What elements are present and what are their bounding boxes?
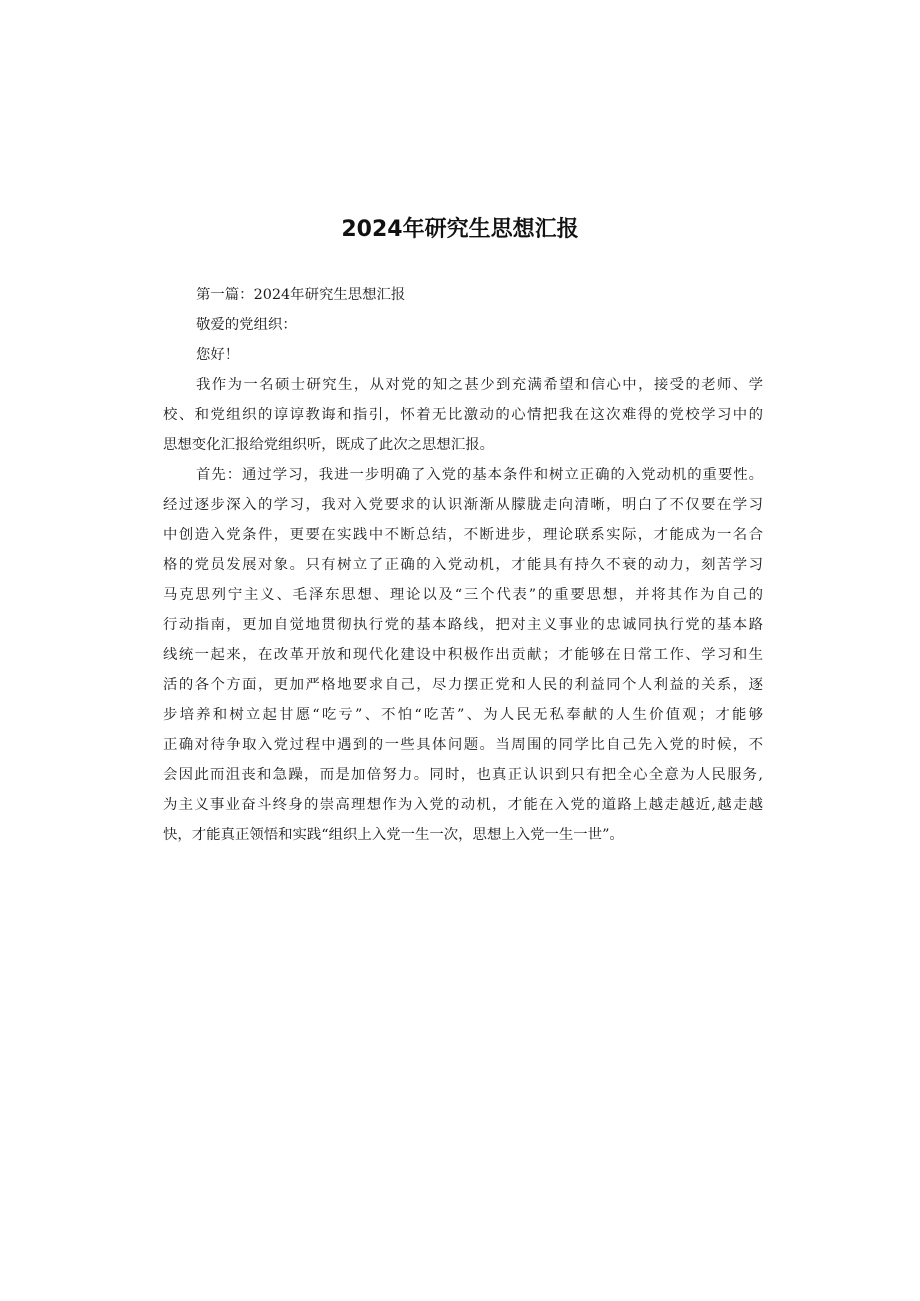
paragraph-line: 首先：通过学习，我进一步明确了入党的基本条件和树立正确的入党动机的重要性。 (196, 467, 763, 483)
paragraph-line: 步培养和树立起甘愿“吃亏”、不怕“吃苦”、为人民无私奉献的人生价值观；才能够 (163, 707, 763, 723)
paragraph-line: 中创造入党条件，更要在实践中不断总结，不断进步，理论联系实际，才能成为一名合 (163, 527, 763, 543)
paragraph-line: 线统一起来，在改革开放和现代化建设中积极作出贡献；才能够在日常工作、学习和生 (163, 647, 763, 663)
paragraph-line: 我作为一名硕士研究生，从对党的知之甚少到充满希望和信心中，接受的老师、学 (196, 377, 763, 393)
paragraph-line: 快，才能真正领悟和实践“组织上入党一生一次，思想上入党一生一世”。 (163, 827, 624, 843)
paragraph-line: 格的党员发展对象。只有树立了正确的入党动机，才能具有持久不衰的动力，刻苦学习 (163, 557, 763, 573)
paragraph-line: 校、和党组织的谆谆教诲和指引，怀着无比激动的心情把我在这次难得的党校学习中的 (163, 407, 763, 423)
paragraph-line: 活的各个方面，更加严格地要求自己，尽力摆正党和人民的利益同个人利益的关系，逐 (163, 677, 763, 693)
heading-line: 第一篇：2024年研究生思想汇报 (196, 287, 406, 303)
paragraph-1 (163, 370, 763, 460)
paragraph-line: 经过逐步深入的学习，我对入党要求的认识渐渐从朦胧走向清晰，明白了不仅要在学习 (163, 497, 763, 513)
greeting: 您好！ (196, 347, 240, 363)
paragraph-line: 思想变化汇报给党组织听，既成了此次之思想汇报。 (163, 437, 494, 453)
document-title: 2024年研究生思想汇报 (341, 217, 579, 242)
paragraph-line: 马克思列宁主义、毛泽东思想、理论以及“三个代表”的重要思想，并将其作为自己的 (163, 587, 763, 603)
paragraph-2 (163, 460, 763, 850)
paragraph-line: 为主义事业奋斗终身的崇高理想作为入党的动机，才能在入党的道路上越走越近,越走越 (163, 797, 763, 813)
paragraph-line: 正确对待争取入党过程中遇到的一些具体问题。当周围的同学比自己先入党的时候，不 (163, 737, 763, 753)
salutation: 敬爱的党组织： (196, 317, 297, 333)
paragraph-line: 行动指南，更加自觉地贯彻执行党的基本路线，把对主义事业的忠诚同执行党的基本路 (163, 617, 763, 633)
paragraph-line: 会因此而沮丧和急躁，而是加倍努力。同时，也真正认识到只有把全心全意为人民服务, (163, 767, 763, 783)
document-body (163, 280, 763, 850)
